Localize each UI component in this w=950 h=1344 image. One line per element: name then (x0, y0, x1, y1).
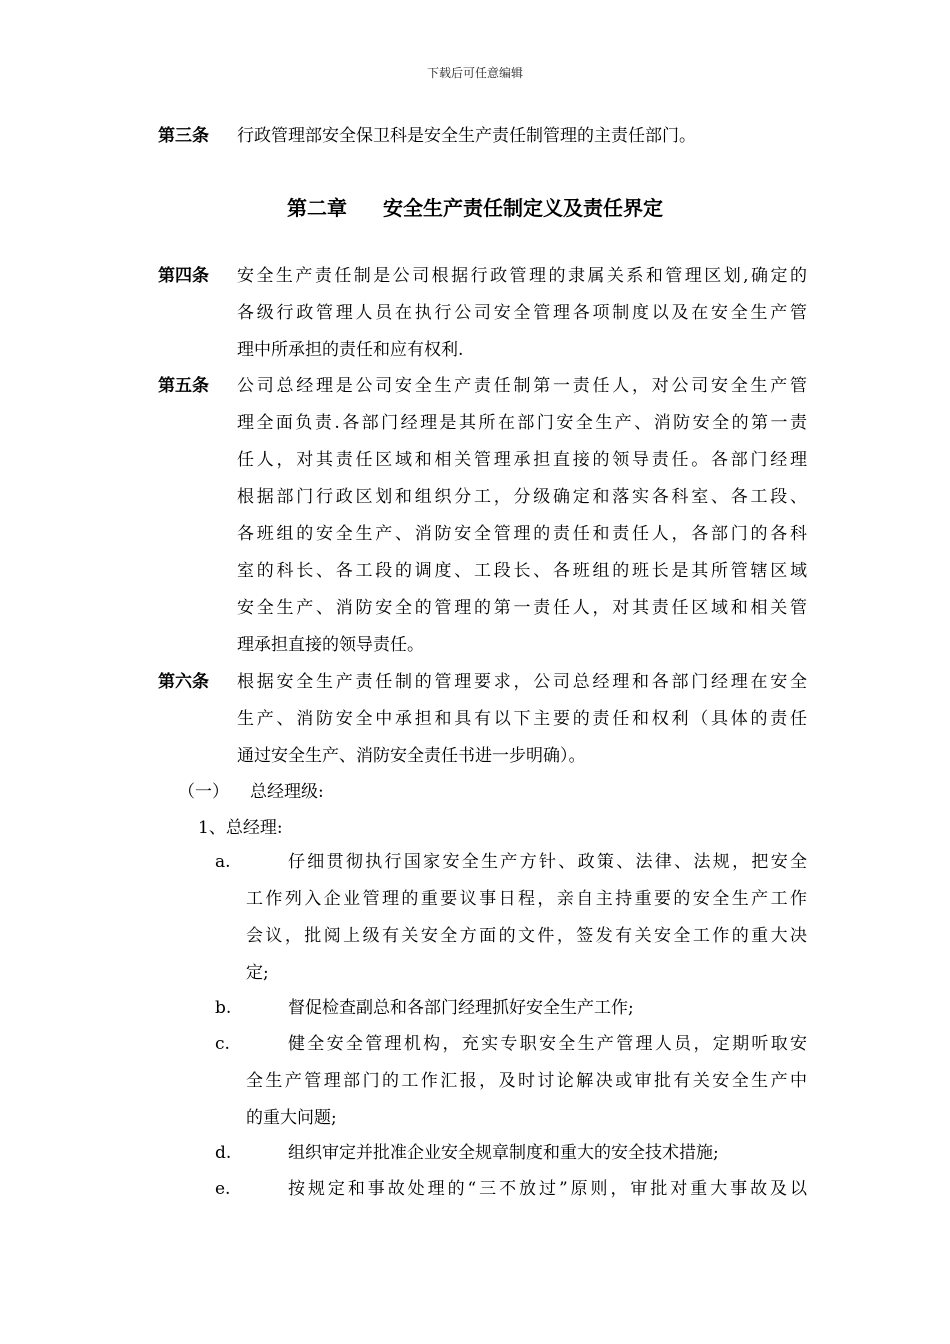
article-5-line: 理全面负责.各部门经理是其所在部门安全生产、消防安全的第一责 (237, 413, 807, 433)
article-3-label: 第三条 (158, 126, 209, 146)
chapter-heading (0, 194, 950, 222)
article-5-line: 室的科长、各工段的调度、工段长、各班组的班长是其所管辖区域 (237, 561, 807, 581)
article-6-line: 通过安全生产、消防安全责任书进一步明确）。 (237, 746, 586, 766)
item-b-letter: b. (215, 998, 232, 1018)
chapter-number: 第二章 (287, 196, 347, 220)
article-5-line: 任人，对其责任区域和相关管理承担直接的领导责任。各部门经理 (237, 450, 807, 470)
item-a-letter: a. (215, 852, 231, 872)
level-1-marker: （一） (178, 782, 229, 802)
item-d-line: 组织审定并批准企业安全规章制度和重大的安全技术措施; (288, 1143, 719, 1163)
article-4-line: 理中所承担的责任和应有权利. (237, 340, 464, 360)
article-6-line: 根据安全生产责任制的管理要求，公司总经理和各部门经理在安全 (237, 672, 807, 692)
item-c-letter: c. (215, 1034, 230, 1054)
item-a-line: 仔细贯彻执行国家安全生产方针、政策、法律、法规，把安全 (288, 852, 807, 872)
article-5-label: 第五条 (158, 376, 209, 396)
item-c-line: 的重大问题; (246, 1108, 337, 1128)
role-1-title: 1、总经理: (198, 818, 283, 838)
article-5-line: 理承担直接的领导责任。 (237, 635, 424, 655)
item-e-letter: e. (215, 1179, 231, 1199)
page-header-note: 下载后可任意编辑 (426, 66, 523, 80)
item-a-line: 定; (246, 963, 269, 983)
item-a-line: 会议，批阅上级有关安全方面的文件，签发有关安全工作的重大决 (246, 926, 807, 946)
article-5-line: 根据部门行政区划和组织分工，分级确定和落实各科室、各工段、 (237, 487, 807, 507)
item-c-line: 健全安全管理机构，充实专职安全生产管理人员，定期听取安 (288, 1034, 807, 1054)
article-5-line: 各班组的安全生产、消防安全管理的责任和责任人，各部门的各科 (237, 524, 807, 544)
article-6-line: 生产、消防安全中承担和具有以下主要的责任和权利（具体的责任 (237, 709, 807, 729)
item-c-line: 全生产管理部门的工作汇报，及时讨论解决或审批有关安全生产中 (246, 1071, 807, 1091)
level-1-title: 总经理级: (250, 782, 324, 802)
article-4-line: 安全生产责任制是公司根据行政管理的隶属关系和管理区划,确定的 (237, 266, 807, 286)
item-a-line: 工作列入企业管理的重要议事日程，亲自主持重要的安全生产工作 (246, 889, 807, 909)
item-d-letter: d. (215, 1143, 232, 1163)
article-3-text: 行政管理部安全保卫科是安全生产责任制管理的主责任部门。 (237, 126, 696, 146)
article-6-label: 第六条 (158, 672, 209, 692)
article-4-line: 各级行政管理人员在执行公司安全管理各项制度以及在安全生产管 (237, 303, 807, 323)
article-5-line: 公司总经理是公司安全生产责任制第一责任人，对公司安全生产管 (237, 376, 807, 396)
item-b-line: 督促检查副总和各部门经理抓好安全生产工作; (288, 998, 634, 1018)
article-5-line: 安全生产、消防安全的管理的第一责任人，对其责任区域和相关管 (237, 598, 807, 618)
article-4-label: 第四条 (158, 266, 209, 286)
chapter-title: 安全生产责任制定义及责任界定 (383, 196, 663, 220)
item-e-line: 按规定和事故处理的“三不放过”原则，审批对重大事故及以 (288, 1179, 807, 1199)
